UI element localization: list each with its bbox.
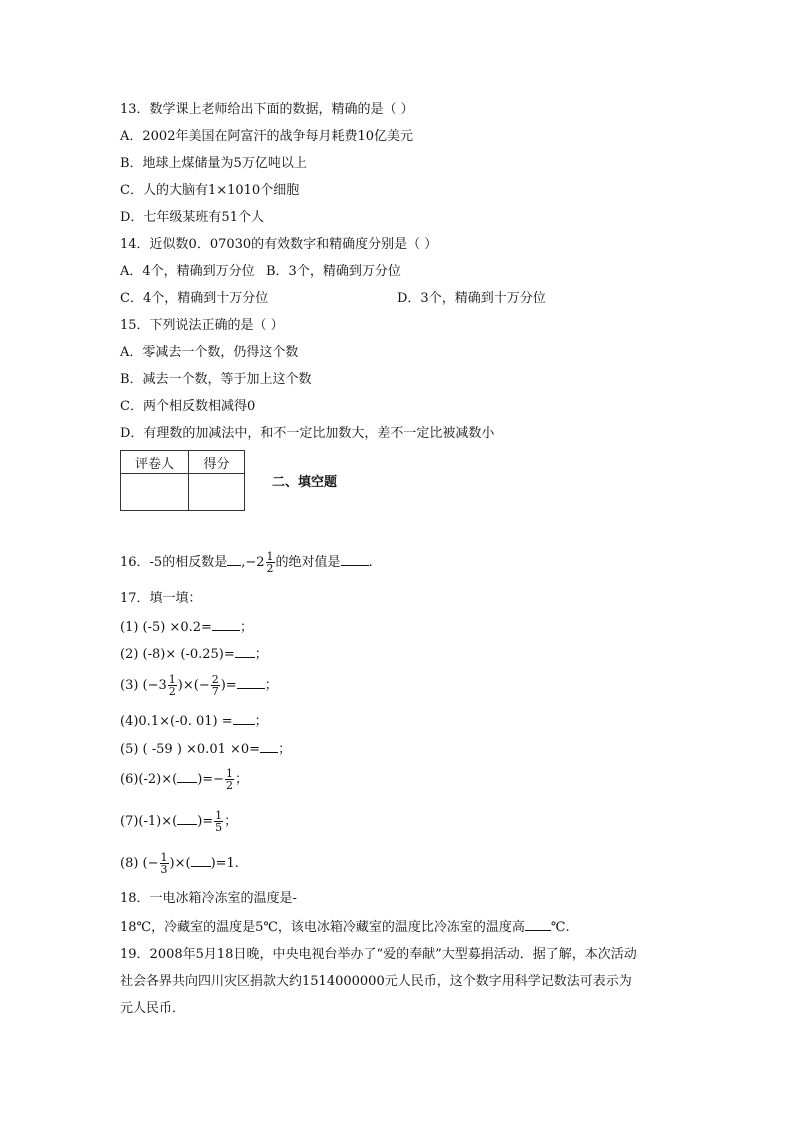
q18-line-1: 18．一电冰箱冷冻室的温度是- (120, 891, 297, 906)
score-table-score-cell[interactable] (189, 474, 245, 511)
q13-option-a: A．2002年美国在阿富汗的战争每月耗费10亿美元 (120, 129, 414, 144)
q15-option-a: A．零减去一个数，仍得这个数 (120, 345, 299, 360)
q19-line-1: 19．2008年5月18日晚，中央电视台举办了“爱的奉献”大型募捐活动．据了解，本次活动 (120, 947, 637, 962)
q17-item-6: (6)(-2)×( )=− $\frac{1}{2}$ ； (120, 767, 249, 792)
q17-blank-1[interactable] (212, 618, 240, 631)
q17-item-5: (5) ( -59 ) ×0.01 ×0= ； (120, 742, 292, 757)
q16-line (120, 551, 373, 575)
q17-stem: 17．填一填： (120, 591, 202, 606)
q17-item-7-fraction: $\frac{1}{5}$ (215, 809, 223, 834)
q19-line-2: 社会各界共向四川灾区捐款大约1514000000元人民币，这个数字用科学记数法可表示为 (120, 974, 632, 989)
q17-blank-7[interactable] (177, 812, 197, 825)
q18-blank[interactable] (525, 918, 551, 931)
q15-option-c: C．两个相反数相减得0 (120, 399, 256, 414)
q17-item-7: (7)(-1)×( )= $\frac{1}{5}$ ； (120, 809, 238, 834)
q16-text-1: 16．-5的相反数是 (120, 555, 228, 570)
q17-item-8: (8) (− $\frac{1}{3}$ )×( )=1. (120, 851, 239, 876)
q14-option-a: A．4个，精确到万分位 (120, 264, 255, 279)
q13-option-b: B．地球上煤储量为5万亿吨以上 (120, 156, 307, 171)
score-table (120, 450, 245, 511)
q16-text-2: ,−2 (241, 555, 265, 570)
q13-option-d: D．七年级某班有51个人 (120, 210, 264, 225)
q13-option-c: C．人的大脑有1×1010个细胞 (120, 183, 300, 198)
q15-option-b: B．减去一个数，等于加上这个数 (120, 372, 312, 387)
q17-item-1: (1) (-5) ×0.2= ； (120, 620, 253, 635)
q14-option-c: C．4个，精确到十万分位 (120, 291, 269, 306)
q18-line-2: 18℃，冷藏室的温度是5℃，该电冰箱冷藏室的温度比冷冻室的温度高 ℃. (120, 920, 570, 935)
q17-item-3-fraction-1: $\frac{1}{2}$ (168, 673, 176, 698)
q17-blank-4[interactable] (233, 712, 255, 725)
q16-end: . (368, 555, 373, 570)
q19-line-3: 元人民币． (120, 1001, 186, 1016)
q17-blank-5[interactable] (260, 740, 278, 753)
q17-blank-6[interactable] (177, 770, 197, 783)
q17-blank-3[interactable] (237, 676, 265, 689)
q14-option-b: B．3个，精确到万分位 (266, 264, 401, 279)
section-title: 二、填空题 (272, 475, 338, 490)
q15-stem: 15．下列说法正确的是（ ） (120, 318, 284, 333)
q17-item-8-fraction: $\frac{1}{3}$ (160, 851, 168, 876)
q17-item-6-fraction: $\frac{1}{2}$ (226, 767, 234, 792)
score-table-grader-cell[interactable] (121, 474, 189, 511)
q16-fraction: $\frac{1}{2}$ (266, 550, 274, 575)
q17-item-3: (3) (−3 $\frac{1}{2}$ )×(− $\frac{2}{7}$ )= ； (120, 673, 278, 698)
q14-option-d: D．3个，精确到十万分位 (397, 291, 546, 306)
score-table-score-header: 得分 (189, 451, 245, 474)
q17-blank-2[interactable] (235, 645, 255, 658)
score-table-grader-header: 评卷人 (121, 451, 189, 474)
q16-blank-1[interactable] (227, 553, 241, 566)
q16-text-3: 的绝对值是 (275, 555, 341, 570)
q14-stem: 14．近似数0．07030的有效数字和精确度分别是（ ） (120, 237, 438, 252)
q17-item-4: (4)0.1×(-0. 01) = ； (120, 714, 268, 729)
q16-blank-2[interactable] (341, 553, 369, 566)
q15-option-d: D．有理数的加减法中，和不一定比加数大，差不一定比被减数小 (120, 426, 495, 441)
q17-item-3-fraction-2: $\frac{2}{7}$ (211, 673, 219, 698)
q17-blank-8[interactable] (191, 854, 211, 867)
q13-stem: 13．数学课上老师给出下面的数据，精确的是（ ） (120, 102, 414, 117)
q17-item-2: (2) (-8)× (-0.25)= ； (120, 647, 268, 662)
